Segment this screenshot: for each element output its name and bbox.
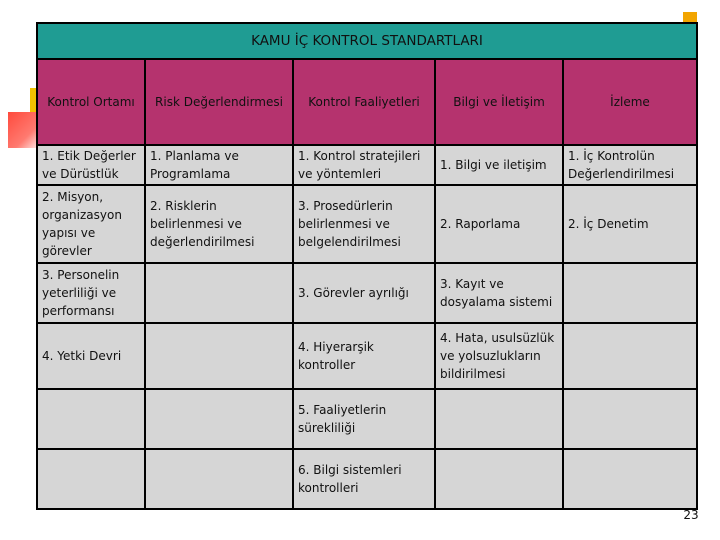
izleme-item: 2. İç Denetim [564, 186, 696, 262]
decorative-orange-block [683, 12, 697, 22]
kontrol-ortami-item: 4. Yetki Devri [38, 324, 144, 388]
header-izleme: İzleme [564, 60, 696, 144]
kontrol-ortami-item: 1. Etik Değerler ve Dürüstlük [38, 146, 144, 184]
page-number: 23 [683, 508, 699, 522]
standards-table [36, 22, 698, 510]
empty-cell [436, 450, 562, 508]
bilgi-iletisim-item: 2. Raporlama [436, 186, 562, 262]
empty-cell [146, 264, 292, 322]
izleme-item: 1. İç Kontrolün Değerlendirilmesi [564, 146, 696, 184]
header-bilgi-iletisim: Bilgi ve İletişim [436, 60, 562, 144]
empty-cell [38, 450, 144, 508]
bilgi-iletisim-item: 1. Bilgi ve iletişim [436, 146, 562, 184]
kontrol-faaliyetleri-item: 3. Prosedürlerin belirlenmesi ve belgelendirilmesi [294, 186, 434, 262]
kontrol-ortami-item: 3. Personelin yeterliliği ve performansı [38, 264, 144, 322]
kontrol-faaliyetleri-item: 1. Kontrol stratejileri ve yöntemleri [294, 146, 434, 184]
risk-degerlendirmesi-item: 2. Risklerin belirlenmesi ve değerlendirilmesi [146, 186, 292, 262]
bilgi-iletisim-item: 3. Kayıt ve dosyalama sistemi [436, 264, 562, 322]
kontrol-faaliyetleri-item: 4. Hiyerarşik kontroller [294, 324, 434, 388]
empty-cell [146, 450, 292, 508]
header-kontrol-ortami: Kontrol Ortamı [38, 60, 144, 144]
empty-cell [38, 390, 144, 448]
risk-degerlendirmesi-item: 1. Planlama ve Programlama [146, 146, 292, 184]
kontrol-faaliyetleri-item: 5. Faaliyetlerin sürekliliği [294, 390, 434, 448]
empty-cell [436, 390, 562, 448]
empty-cell [564, 450, 696, 508]
empty-cell [564, 324, 696, 388]
empty-cell [146, 390, 292, 448]
bilgi-iletisim-item: 4. Hata, usulsüzlük ve yolsuzlukların bildirilmesi [436, 324, 562, 388]
header-kontrol-faaliyetleri: Kontrol Faaliyetleri [294, 60, 434, 144]
kontrol-faaliyetleri-item: 6. Bilgi sistemleri kontrolleri [294, 450, 434, 508]
header-risk-degerlendirmesi: Risk Değerlendirmesi [146, 60, 292, 144]
empty-cell [564, 264, 696, 322]
empty-cell [146, 324, 292, 388]
kontrol-ortami-item: 2. Misyon, organizasyon yapısı ve görevler [38, 186, 144, 262]
kontrol-faaliyetleri-item: 3. Görevler ayrılığı [294, 264, 434, 322]
empty-cell [564, 390, 696, 448]
table-title: KAMU İÇ KONTROL STANDARTLARI [38, 24, 696, 58]
